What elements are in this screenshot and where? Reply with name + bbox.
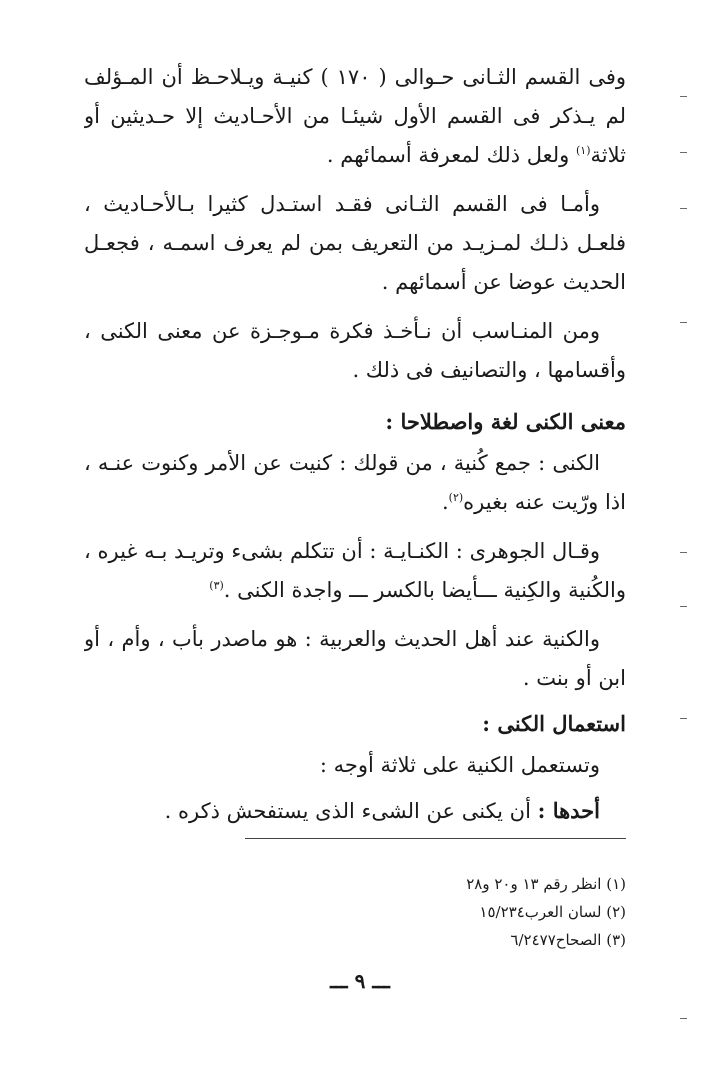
line-text: والكنية عند أهل الحديث والعربية : هو ماصدر بأب ، وأم ، أو xyxy=(84,627,600,651)
line-text: وأقسامها ، والتصانيف فى ذلك . xyxy=(352,358,626,382)
section-heading: استعمال الكنى : xyxy=(482,711,626,736)
text-line xyxy=(84,224,626,263)
paragraph-1 xyxy=(84,58,626,175)
text-line xyxy=(84,444,626,483)
text-line xyxy=(84,791,626,830)
line-text: وفى القسم الثـانى حـوالى ( ١٧٠ ) كنيـة ويـلاحـظ أن المـؤلف xyxy=(84,65,626,89)
line-text: اذا ورّيت عنه بغيره xyxy=(463,490,626,514)
line-text: والكُنية والكِنية ـــأيضا بالكسر ـــ واجدة الكنى . xyxy=(223,578,626,602)
margin-mark xyxy=(680,1018,687,1019)
line-text: أن يكنى عن الشىء الذى يستفحش ذكره . xyxy=(164,799,538,823)
text-line xyxy=(84,532,626,571)
footnote-3: (٣) الصحاح٦/٢٤٧٧ xyxy=(510,931,626,949)
line-text: الحديث عوضا عن أسمائهم . xyxy=(381,270,626,294)
text-line xyxy=(84,620,626,659)
footnote-2: (٢) لسان العرب١٥/٢٣٤ xyxy=(479,903,626,921)
text-line xyxy=(84,58,626,97)
margin-mark xyxy=(680,606,687,607)
footnotes xyxy=(245,870,626,954)
text-line xyxy=(84,136,626,175)
line-text: ومن المنـاسب أن نـأخـذ فكرة مـوجـزة عن معنى الكنى ، xyxy=(84,319,600,343)
paragraph-5 xyxy=(84,532,626,610)
text-line xyxy=(84,351,626,390)
footnote-ref: (١) xyxy=(576,144,591,157)
text-line xyxy=(84,483,626,522)
text-line xyxy=(84,659,626,698)
line-text: ابن أو بنت . xyxy=(522,666,626,690)
footnote-1: (١) انظر رقم ١٣ و٢٠ و٢٨ xyxy=(466,875,626,893)
line-text: ثلاثة xyxy=(590,143,626,167)
line-text: الكنى : جمع كُنية ، من قولك : كنيت عن الأمر وكنوت عنـه ، xyxy=(84,451,600,475)
main-text xyxy=(84,58,626,830)
margin-mark xyxy=(680,718,687,719)
section-heading: معنى الكنى لغة واصطلاحا : xyxy=(385,409,626,434)
text-line xyxy=(84,97,626,136)
paragraph-4 xyxy=(84,444,626,522)
text-line xyxy=(84,312,626,351)
page-number: ـــ ٩ ـــ xyxy=(330,969,390,993)
margin-mark xyxy=(680,552,687,553)
margin-mark xyxy=(680,152,687,153)
line-text: لم يـذكر فى القسم الأول شيئـا من الأحـاديث إلا حـديثين أو xyxy=(84,104,626,128)
footnote-ref: (٢) xyxy=(448,491,464,504)
line-text: . xyxy=(441,490,449,514)
line-text: وأمـا فى القسم الثـانى فقـد استـدل كثيرا بـالأحـاديث ، xyxy=(84,192,600,216)
margin-mark xyxy=(680,322,687,323)
paragraph-6 xyxy=(84,620,626,698)
paragraph-3 xyxy=(84,312,626,390)
margin-mark xyxy=(680,96,687,97)
line-text: ولعل ذلك لمعرفة أسمائهم . xyxy=(326,143,576,167)
footnote-separator xyxy=(245,838,626,839)
text-line xyxy=(84,263,626,302)
line-text: فلعـل ذلـك لمـزيـد من التعريف بمن لم يعرف اسمـه ، فجعـل xyxy=(84,231,626,255)
text-line xyxy=(84,185,626,224)
line-text: وتستعمل الكنية على ثلاثة أوجه : xyxy=(319,753,600,777)
text-line xyxy=(84,746,626,785)
paragraph-2 xyxy=(84,185,626,302)
text-line xyxy=(84,571,626,610)
footnote-ref: (٣) xyxy=(209,579,224,592)
paragraph-7 xyxy=(84,746,626,785)
line-text: وقـال الجوهرى : الكنـايـة : أن تتكلم بشىء وتريـد بـه غيره ، xyxy=(84,539,600,563)
margin-mark xyxy=(680,208,687,209)
paragraph-8 xyxy=(84,791,626,830)
enumeration-lead: أحدها : xyxy=(537,798,600,823)
